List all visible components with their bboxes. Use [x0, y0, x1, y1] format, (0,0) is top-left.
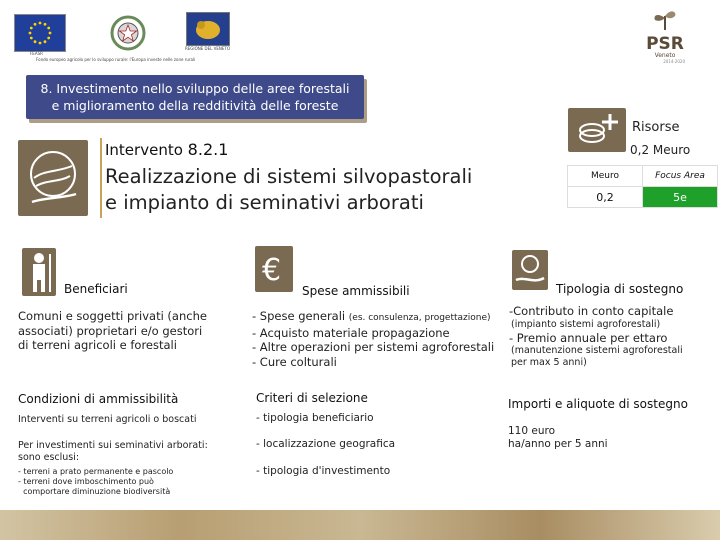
condizioni-ex-1: - terreni a prato permanente e pascolo: [18, 467, 174, 476]
risorse-table-row: [568, 187, 718, 208]
risorse-table-header: [568, 166, 718, 187]
lion-icon: [187, 13, 229, 45]
support-hand-icon: [512, 250, 548, 290]
tipologia-item-1-note: (impianto sistemi agroforestali): [511, 318, 661, 330]
importi-line-1: 110 euro: [508, 425, 556, 437]
spese-item-1-main: - Spese generali: [252, 309, 346, 323]
measure-line-1: 8. Investimento nello sviluppo delle aree forestali: [40, 81, 350, 96]
bottom-landscape-strip: [0, 510, 720, 540]
region-caption: REGIONE DEL VENETO: [185, 46, 231, 51]
condizioni-exclusions: [18, 467, 248, 497]
importi-heading: Importi e aliquote di sostegno: [508, 397, 688, 411]
farmer-icon: [22, 248, 56, 296]
spese-item-4: - Cure colturali: [252, 354, 337, 369]
tipologia-list: [509, 304, 715, 369]
tipologia-heading: Tipologia di sostegno: [556, 282, 684, 296]
condizioni-seminativi: [18, 440, 248, 464]
spese-item-2: - Acquisto materiale propagazione: [252, 325, 450, 340]
intervento-title-line-2: e impianto di seminativi arborati: [105, 191, 424, 214]
title-separator: [100, 138, 102, 218]
criteri-item-2: - localizzazione geografica: [256, 438, 396, 450]
tipologia-item-2-note-2: per max 5 anni): [511, 357, 587, 368]
condizioni-ex-2: - terreni dove imboschimento può: [18, 477, 154, 486]
beneficiari-line-1: Comuni e soggetti privati (anche: [18, 309, 207, 323]
svg-text:€: €: [262, 253, 282, 288]
condizioni-heading: Condizioni di ammissibilità: [18, 392, 179, 406]
psr-region: Veneto: [654, 52, 676, 59]
emblem-star-icon: [108, 12, 148, 54]
tipologia-item-2-note-1: (manutenzione sistemi agroforestali: [511, 345, 683, 356]
condizioni-line-2b: sono esclusi:: [18, 452, 80, 463]
tipologia-item-1: -Contributo in conto capitale: [509, 304, 674, 318]
spese-item-1-note: (es. consulenza, progettazione): [348, 313, 491, 323]
beneficiari-heading: Beneficiari: [64, 282, 128, 296]
measure-line-2: e miglioramento della redditività delle foreste: [51, 98, 339, 113]
regione-veneto-logo: [186, 12, 230, 46]
beneficiari-line-2: associati) proprietari e/o gestori: [18, 323, 203, 338]
spese-heading: Spese ammissibili: [302, 284, 410, 298]
psr-logo: [645, 8, 685, 64]
landscape-hand-icon: [18, 140, 88, 216]
risorse-value-focus: 5e: [643, 187, 718, 208]
risorse-heading: Risorse: [632, 120, 680, 135]
intervento-title: [105, 164, 525, 216]
importi-line-2: ha/anno per 5 anni: [508, 438, 608, 450]
fund-caption: Fondo europeo agricolo per lo sviluppo rurale: l'Europa investe nelle zone rurali: [36, 57, 196, 62]
condizioni-ex-3: comportare diminuzione biodiversità: [18, 487, 171, 496]
criteri-item-3: - tipologia d'investimento: [256, 465, 391, 477]
beneficiari-line-3: di terreni agricoli e forestali: [18, 338, 177, 352]
coins-icon: [568, 108, 626, 152]
risorse-col-focus: Focus Area: [643, 166, 718, 187]
criteri-item-1: - tipologia beneficiario: [256, 412, 374, 424]
eu-flag-logo: [14, 14, 66, 52]
euro-icon: [255, 246, 293, 292]
sprout-icon: [645, 8, 685, 32]
risorse-amount: 0,2 Meuro: [630, 143, 691, 157]
condizioni-line-2a: Per investimenti sui seminativi arborati:: [18, 440, 208, 451]
spese-list: [252, 309, 514, 369]
spese-item-1: [252, 309, 514, 326]
italian-emblem-logo: [108, 12, 148, 54]
psr-brand: PSR: [646, 34, 684, 54]
criteri-heading: Criteri di selezione: [256, 391, 368, 405]
measure-banner: [26, 75, 364, 119]
risorse-value-meuro: 0,2: [568, 187, 643, 208]
intervento-label: Intervento: [105, 141, 183, 159]
importi-values: [508, 425, 608, 451]
condizioni-line-1: Interventi su terreni agricoli o boscati: [18, 414, 197, 425]
intervento-title-line-1: Realizzazione di sistemi silvopastorali: [105, 165, 473, 188]
spese-item-3: - Altre operazioni per sistemi agroforestali: [252, 340, 495, 354]
beneficiari-text: [18, 309, 207, 353]
intervento-code: 8.2.1: [187, 140, 229, 159]
tipologia-item-2: - Premio annuale per ettaro: [509, 330, 668, 345]
risorse-table: [567, 165, 718, 208]
risorse-col-meuro: Meuro: [568, 166, 643, 187]
eu-stars-icon: [15, 15, 65, 51]
eu-caption: FEASR: [30, 51, 43, 56]
intervento-heading: [105, 140, 228, 159]
psr-years: 2014-2020: [663, 59, 685, 64]
